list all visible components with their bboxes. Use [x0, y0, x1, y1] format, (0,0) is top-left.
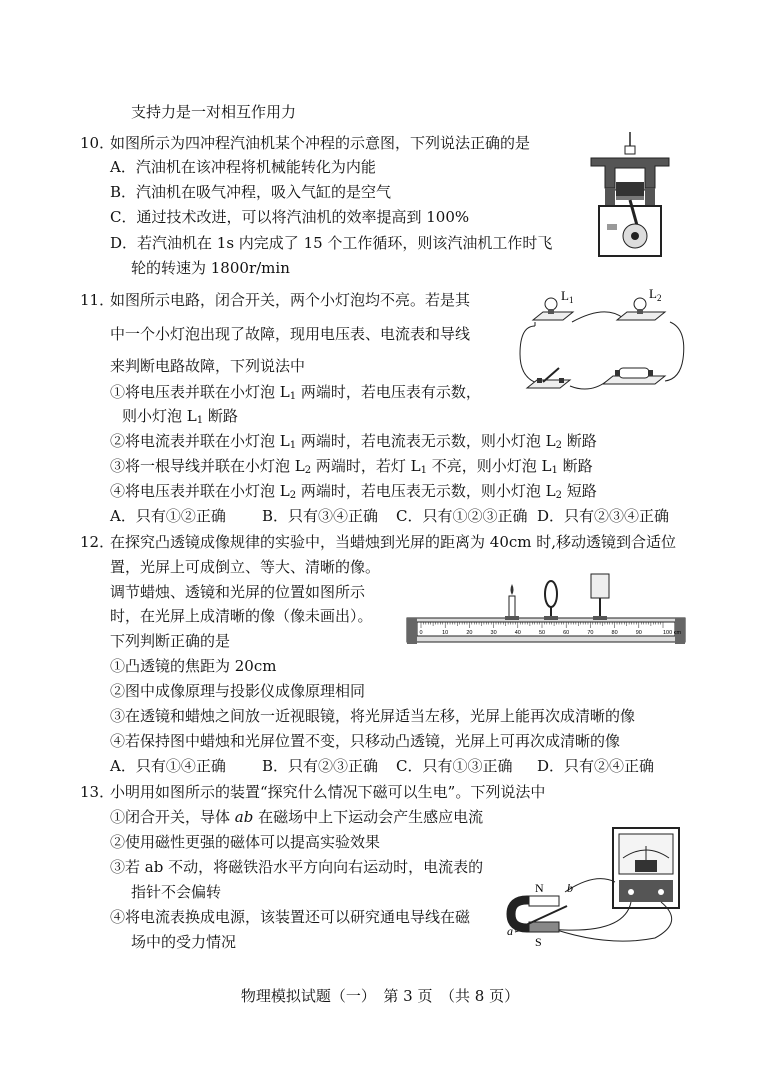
magnet-s-label: S [535, 935, 542, 949]
q13-number: 13． [80, 783, 115, 801]
ruler-tick-label: 60 [563, 630, 570, 636]
q12-statement-1: ①凸透镜的焦距为 20cm [110, 657, 277, 675]
q11-statement-1: ①将电压表并联在小灯泡 $L_1$ 两端时，若电压表有示数， [110, 383, 481, 402]
q12-stem-line-2: 置，光屏上可成倒立、等大、清晰的像。 [110, 558, 381, 576]
magnet-n-label: N [535, 881, 544, 895]
q9-tail-text: 支持力是一对相互作用力 [131, 103, 297, 121]
q12-choice-d: D．只有②④正确 [537, 757, 655, 775]
q12-choice-a: A．只有①④正确 [110, 757, 226, 775]
q11-statement-4: ④将电压表并联在小灯泡 $L_2$ 两端时，若电压表无示数，则小灯泡 $L_2$ 短路 [110, 482, 597, 501]
ruler-tick-label: 50 [538, 630, 546, 636]
ruler-tick-label: 10 [442, 630, 449, 636]
optical-bench-figure [405, 566, 687, 650]
electromagnetic-induction-figure [505, 822, 690, 950]
page-footer: 物理模拟试题（一） 第 3 页 （共 8 页） [240, 987, 520, 1005]
q11-number: 11． [80, 291, 115, 309]
q11-stem-line-1: 如图所示电路，闭合开关，两个小灯泡均不亮。若是其 [110, 291, 471, 309]
ruler-tick-label: 70 [587, 630, 594, 636]
q11-stem-line-3: 来判断电路故障，下列说法中 [110, 357, 306, 375]
l1-label: $L_1$ [561, 288, 574, 305]
ruler-tick-label: 40 [514, 630, 521, 636]
q11-choice-d: D．只有②③④正确 [537, 507, 670, 525]
q12-choice-c: C．只有①③正确 [396, 757, 513, 775]
q11-choice-b: B．只有③④正确 [262, 507, 379, 525]
q10-option-d: D．若汽油机在 1s 内完成了 15 个工作循环，则该汽油机工作时飞 [110, 234, 553, 252]
q12-stem-line-1: 在探究凸透镜成像规律的实验中，当蜡烛到光屏的距离为 40cm 时,移动透镜到合适位 [110, 533, 677, 551]
q10-option-a: A．汽油机在该冲程将机械能转化为内能 [110, 158, 376, 176]
q12-statement-4: ④若保持图中蜡烛和光屏位置不变，只移动凸透镜，光屏上可再次成清晰的像 [110, 732, 621, 750]
conductor-a-label: a [507, 924, 513, 938]
q10-option-b: B．汽油机在吸气冲程，吸入气缸的是空气 [110, 183, 392, 201]
q12-statement-3: ③在透镜和蜡烛之间放一近视眼镜，将光屏适当左移，光屏上能再次成清晰的像 [110, 707, 636, 725]
ruler-tick-label: 100 cm [663, 630, 682, 636]
q12-para-line-2: 时，在光屏上成清晰的像（像未画出）。 [110, 607, 373, 625]
q13-statement-4: ④将电流表换成电源，该装置还可以研究通电导线在磁 [110, 908, 471, 926]
q11-statement-1-cont: 则小灯泡 $L_1$ 断路 [122, 407, 238, 426]
q11-choice-a: A．只有①②正确 [110, 507, 226, 525]
q11-statement-2: ②将电流表并联在小灯泡 $L_1$ 两端时，若电流表无示数，则小灯泡 $L_2$ 断路 [110, 432, 597, 451]
q12-choice-b: B．只有②③正确 [262, 757, 379, 775]
q13-statement-4-cont: 场中的受力情况 [131, 933, 237, 951]
q13-statement-3-cont: 指针不会偏转 [131, 883, 222, 901]
engine-figure [585, 128, 675, 263]
conductor-b-label: b [567, 881, 573, 895]
q11-choice-c: C．只有①②③正确 [396, 507, 528, 525]
ruler-tick-label: 90 [635, 630, 642, 636]
q10-stem: 如图所示为四冲程汽油机某个冲程的示意图，下列说法正确的是 [110, 134, 531, 152]
q12-para-line-3: 下列判断正确的是 [110, 632, 231, 650]
q12-number: 12． [80, 533, 115, 551]
q11-statement-3: ③将一根导线并联在小灯泡 $L_2$ 两端时，若灯 $L_1$ 不亮，则小灯泡 $L_1$ 断路 [110, 457, 593, 476]
ruler-tick-label: 20 [466, 630, 473, 636]
q11-stem-line-2: 中一个小灯泡出现了故障，现用电压表、电流表和导线 [110, 325, 471, 343]
q13-statement-1: ①闭合开关，导体 ab 在磁场中上下运动会产生感应电流 [110, 808, 484, 826]
q12-para-line-1: 调节蜡烛、透镜和光屏的位置如图所示 [110, 583, 366, 601]
q10-option-c: C．通过技术改进，可以将汽油机的效率提高到 100% [110, 208, 470, 226]
q13-stem: 小明用如图所示的装置“探究什么情况下磁可以生电”。下列说法中 [110, 783, 546, 801]
ruler-tick-label: 30 [490, 630, 497, 636]
l2-label: $L_2$ [649, 286, 662, 303]
circuit-figure [515, 284, 690, 402]
ruler-tick-label: 80 [611, 630, 618, 636]
q10-option-d-cont: 轮的转速为 1800r/min [131, 259, 290, 277]
q13-statement-3: ③若 ab 不动，将磁铁沿水平方向向右运动时，电流表的 [110, 858, 484, 876]
q10-number: 10． [80, 134, 115, 152]
q12-statement-2: ②图中成像原理与投影仪成像原理相同 [110, 682, 366, 700]
ruler-tick-label: 0 [419, 630, 423, 636]
q13-statement-2: ②使用磁性更强的磁体可以提高实验效果 [110, 833, 381, 851]
